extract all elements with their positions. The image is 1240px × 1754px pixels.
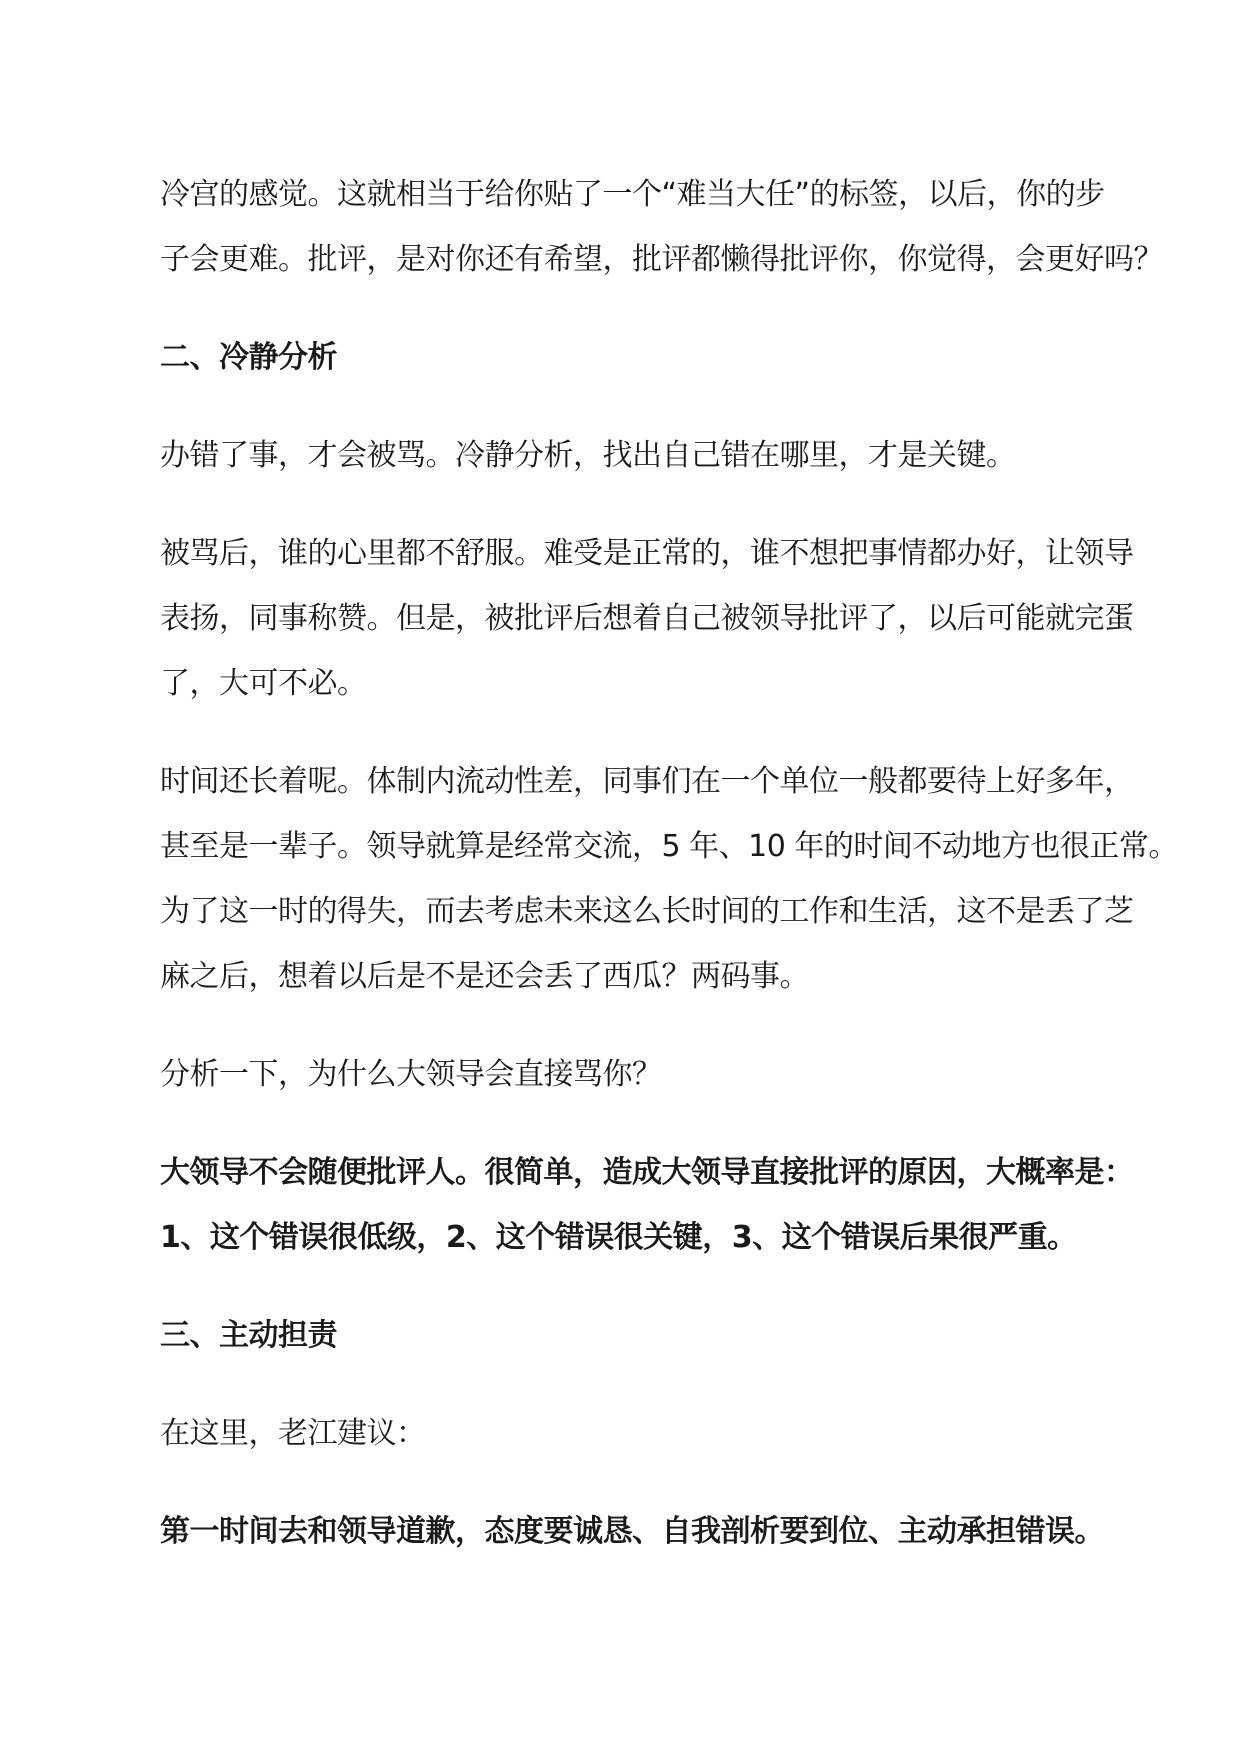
text-line: 分析一下，为什么大领导会直接骂你？ <box>160 1057 662 1092</box>
bold-paragraph <box>160 1499 1115 1564</box>
text-line: 被骂后，谁的心里都不舒服。难受是正常的，谁不想把事情都办好，让领导 <box>160 536 1134 571</box>
paragraph <box>160 423 1115 488</box>
text-line: 子会更难。批评，是对你还有希望，批评都懒得批评你，你觉得，会更好吗？ <box>160 242 1163 277</box>
paragraph <box>160 749 1178 1009</box>
paragraph-continued <box>160 162 1163 292</box>
heading-text: 三、主动担责 <box>160 1318 337 1353</box>
paragraph <box>160 521 1134 716</box>
document-body <box>160 162 1178 1564</box>
text-line: 麻之后，想着以后是不是还会丢了西瓜？两码事。 <box>160 959 809 994</box>
heading-text: 二、冷静分析 <box>160 340 337 375</box>
text-line: 大领导不会随便批评人。很简单，造成大领导直接批评的原因，大概率是： <box>160 1155 1134 1190</box>
text-line: 时间还长着呢。体制内流动性差，同事们在一个单位一般都要待上好多年， <box>160 764 1134 799</box>
paragraph <box>160 1042 1115 1107</box>
bold-paragraph <box>160 1140 1134 1270</box>
text-line: 表扬，同事称赞。但是，被批评后想着自己被领导批评了，以后可能就完蛋 <box>160 601 1134 636</box>
text-line: 了，大可不必。 <box>160 666 367 701</box>
paragraph <box>160 1401 1115 1466</box>
section-heading-analysis <box>160 325 1115 390</box>
text-line: 甚至是一辈子。领导就算是经常交流，5 年、10 年的时间不动地方也很正常。 <box>160 829 1178 864</box>
text-line: 冷宫的感觉。这就相当于给你贴了一个“难当大任”的标签，以后，你的步 <box>160 177 1105 212</box>
text-line: 办错了事，才会被骂。冷静分析，找出自己错在哪里，才是关键。 <box>160 438 1016 473</box>
text-line: 第一时间去和领导道歉，态度要诚恳、自我剖析要到位、主动承担错误。 <box>160 1514 1104 1549</box>
text-line: 在这里，老江建议： <box>160 1416 426 1451</box>
text-line: 1、这个错误很低级，2、这个错误很关键，3、这个错误后果很严重。 <box>160 1220 1077 1255</box>
text-line: 为了这一时的得失，而去考虑未来这么长时间的工作和生活，这不是丢了芝 <box>160 894 1134 929</box>
section-heading-responsibility <box>160 1303 1115 1368</box>
